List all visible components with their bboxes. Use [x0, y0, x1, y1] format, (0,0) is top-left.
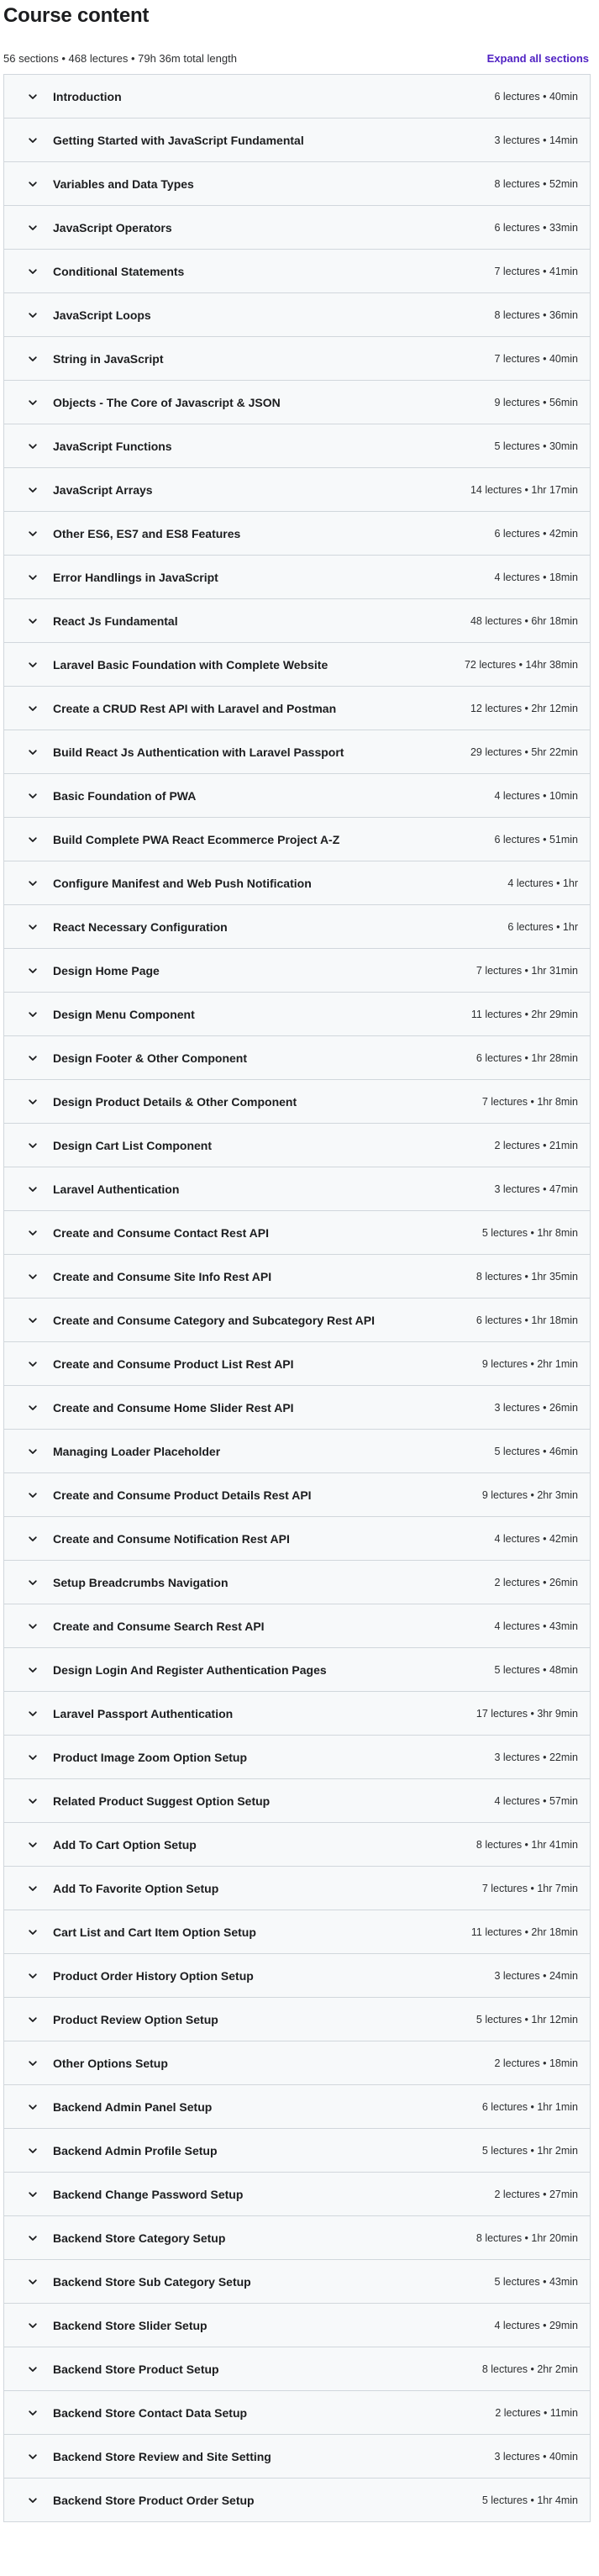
section-title: Add To Cart Option Setup — [53, 1837, 197, 1852]
section-lecture-info: 4 lectures • 1hr — [507, 877, 578, 889]
section-title: Design Menu Component — [53, 1007, 195, 1021]
section-title: Create and Consume Site Info Rest API — [53, 1269, 272, 1283]
chevron-down-icon — [26, 265, 39, 278]
section-lecture-info: 6 lectures • 1hr — [507, 920, 578, 933]
section-lecture-info: 4 lectures • 29min — [494, 2319, 578, 2331]
section-header[interactable] — [4, 468, 590, 512]
section-lecture-info: 3 lectures • 14min — [494, 134, 578, 146]
section-header[interactable] — [4, 2479, 590, 2522]
section-lecture-info: 4 lectures • 42min — [494, 1532, 578, 1545]
section-lecture-info: 2 lectures • 11min — [495, 2406, 578, 2419]
section-header[interactable] — [4, 1430, 590, 1473]
chevron-down-icon — [26, 1707, 39, 1720]
course-summary-row — [3, 47, 592, 69]
section-title: Error Handlings in JavaScript — [53, 570, 218, 584]
section-header[interactable] — [4, 1255, 590, 1299]
section-lecture-info: 5 lectures • 30min — [494, 440, 578, 452]
chevron-down-icon — [26, 1051, 39, 1065]
section-lecture-info: 8 lectures • 36min — [494, 308, 578, 321]
chevron-down-icon — [26, 2100, 39, 2114]
course-summary: 56 sections • 468 lectures • 79h 36m total length — [3, 51, 237, 65]
section-lecture-info: 9 lectures • 56min — [494, 396, 578, 408]
section-header[interactable] — [4, 643, 590, 687]
section-lecture-info: 6 lectures • 51min — [494, 833, 578, 845]
section-header[interactable] — [4, 2347, 590, 2391]
chevron-down-icon — [26, 1270, 39, 1283]
section-lecture-info: 8 lectures • 52min — [494, 177, 578, 190]
section-lecture-info: 2 lectures • 18min — [494, 2057, 578, 2069]
section-header[interactable] — [4, 381, 590, 424]
section-title: Design Product Details & Other Component — [53, 1094, 297, 1109]
section-lecture-info: 14 lectures • 1hr 17min — [470, 483, 578, 496]
section-title: Basic Foundation of PWA — [53, 788, 197, 803]
section-lecture-info: 5 lectures • 1hr 4min — [481, 2494, 578, 2506]
section-lecture-info: 9 lectures • 2hr 1min — [481, 1357, 578, 1370]
section-title: Backend Store Category Setup — [53, 2231, 226, 2245]
section-lecture-info: 4 lectures • 43min — [494, 1620, 578, 1632]
section-header[interactable] — [4, 1124, 590, 1167]
section-title: Create and Consume Contact Rest API — [53, 1225, 269, 1240]
section-title: Backend Store Sub Category Setup — [53, 2274, 251, 2289]
section-lecture-info: 3 lectures • 26min — [494, 1401, 578, 1414]
section-header[interactable] — [4, 1998, 590, 2041]
chevron-down-icon — [26, 2013, 39, 2026]
section-header[interactable] — [4, 1736, 590, 1779]
section-header[interactable] — [4, 119, 590, 162]
section-lecture-info: 72 lectures • 14hr 38min — [464, 658, 578, 671]
chevron-down-icon — [26, 2057, 39, 2070]
chevron-down-icon — [26, 90, 39, 103]
chevron-down-icon — [26, 833, 39, 846]
section-header[interactable] — [4, 818, 590, 861]
section-title: Backend Store Contact Data Setup — [53, 2405, 248, 2420]
section-header[interactable] — [4, 1910, 590, 1954]
section-lecture-info: 8 lectures • 1hr 41min — [476, 1838, 578, 1851]
section-lecture-info: 3 lectures • 47min — [494, 1183, 578, 1195]
section-title: JavaScript Functions — [53, 439, 172, 453]
section-title: Other Options Setup — [53, 2056, 168, 2070]
section-title: Laravel Basic Foundation with Complete Website — [53, 657, 328, 672]
section-title: Backend Admin Panel Setup — [53, 2099, 213, 2114]
chevron-down-icon — [26, 2494, 39, 2507]
chevron-down-icon — [26, 221, 39, 234]
chevron-down-icon — [26, 745, 39, 759]
section-header[interactable] — [4, 687, 590, 730]
section-lecture-info: 11 lectures • 2hr 29min — [470, 1008, 578, 1020]
chevron-down-icon — [26, 134, 39, 147]
section-header[interactable] — [4, 774, 590, 818]
section-lecture-info: 2 lectures • 21min — [494, 1139, 578, 1151]
section-lecture-info: 5 lectures • 43min — [494, 2275, 578, 2288]
section-lecture-info: 5 lectures • 1hr 2min — [481, 2144, 578, 2157]
section-title: Add To Favorite Option Setup — [53, 1881, 219, 1895]
section-lecture-info: 7 lectures • 1hr 31min — [476, 964, 578, 977]
section-title: Design Login And Register Authentication Pages — [53, 1662, 327, 1677]
section-header[interactable] — [4, 1954, 590, 1998]
section-title: Laravel Passport Authentication — [53, 1706, 234, 1720]
section-title: Backend Store Slider Setup — [53, 2318, 208, 2332]
chevron-down-icon — [26, 1226, 39, 1240]
section-header[interactable] — [4, 512, 590, 556]
section-title: React Necessary Configuration — [53, 919, 228, 934]
section-header[interactable] — [4, 75, 590, 119]
chevron-down-icon — [26, 2406, 39, 2420]
section-header[interactable] — [4, 1561, 590, 1604]
section-lecture-info: 7 lectures • 1hr 7min — [481, 1882, 578, 1894]
section-header[interactable] — [4, 337, 590, 381]
section-header[interactable] — [4, 1648, 590, 1692]
section-lecture-info: 6 lectures • 33min — [494, 221, 578, 234]
section-title: JavaScript Operators — [53, 220, 172, 234]
section-title: Build Complete PWA React Ecommerce Project A-Z — [53, 832, 340, 846]
section-lecture-info: 11 lectures • 2hr 18min — [470, 1925, 578, 1938]
section-header[interactable] — [4, 1211, 590, 1255]
section-header[interactable] — [4, 206, 590, 250]
chevron-down-icon — [26, 614, 39, 628]
section-title: String in JavaScript — [53, 351, 164, 366]
chevron-down-icon — [26, 2450, 39, 2463]
chevron-down-icon — [26, 1925, 39, 1939]
chevron-down-icon — [26, 308, 39, 322]
section-header[interactable] — [4, 250, 590, 293]
section-title: Other ES6, ES7 and ES8 Features — [53, 526, 241, 540]
section-header[interactable] — [4, 1386, 590, 1430]
section-lecture-info: 6 lectures • 40min — [494, 90, 578, 103]
section-lecture-info: 8 lectures • 2hr 2min — [481, 2363, 578, 2375]
section-header[interactable] — [4, 1604, 590, 1648]
section-header[interactable] — [4, 599, 590, 643]
chevron-down-icon — [26, 571, 39, 584]
section-header[interactable] — [4, 2435, 590, 2479]
section-title: Design Home Page — [53, 963, 160, 977]
section-title: Product Order History Option Setup — [53, 1968, 254, 1983]
section-header[interactable] — [4, 949, 590, 993]
section-lecture-info: 17 lectures • 3hr 9min — [476, 1707, 578, 1720]
section-lecture-info: 3 lectures • 22min — [494, 1751, 578, 1763]
section-title: Build React Js Authentication with Laravel Passport — [53, 745, 344, 759]
section-title: Related Product Suggest Option Setup — [53, 1794, 271, 1808]
sections-list — [3, 74, 591, 2522]
chevron-down-icon — [26, 1532, 39, 1546]
section-lecture-info: 5 lectures • 1hr 12min — [476, 2013, 578, 2026]
section-title: Backend Change Password Setup — [53, 2187, 244, 2201]
section-lecture-info: 2 lectures • 27min — [494, 2188, 578, 2200]
section-title: Backend Store Product Setup — [53, 2362, 219, 2376]
page-title: Course content — [3, 4, 150, 27]
section-lecture-info: 8 lectures • 1hr 35min — [476, 1270, 578, 1283]
chevron-down-icon — [26, 920, 39, 934]
chevron-down-icon — [26, 789, 39, 803]
section-title: Conditional Statements — [53, 264, 185, 278]
section-header[interactable] — [4, 2041, 590, 2085]
chevron-down-icon — [26, 2188, 39, 2201]
section-header[interactable] — [4, 2216, 590, 2260]
section-header[interactable] — [4, 162, 590, 206]
section-lecture-info: 5 lectures • 1hr 8min — [481, 1226, 578, 1239]
section-lecture-info: 7 lectures • 1hr 8min — [481, 1095, 578, 1108]
chevron-down-icon — [26, 1620, 39, 1633]
section-title: Product Image Zoom Option Setup — [53, 1750, 247, 1764]
chevron-down-icon — [26, 1576, 39, 1589]
chevron-down-icon — [26, 702, 39, 715]
section-title: Configure Manifest and Web Push Notification — [53, 876, 312, 890]
section-header[interactable] — [4, 2173, 590, 2216]
section-lecture-info: 6 lectures • 1hr 18min — [476, 1314, 578, 1326]
section-lecture-info: 6 lectures • 1hr 1min — [481, 2100, 578, 2113]
chevron-down-icon — [26, 877, 39, 890]
chevron-down-icon — [26, 1008, 39, 1021]
section-lecture-info: 12 lectures • 2hr 12min — [470, 702, 578, 714]
chevron-down-icon — [26, 1314, 39, 1327]
section-title: Getting Started with JavaScript Fundamental — [53, 133, 304, 147]
section-title: Managing Loader Placeholder — [53, 1444, 221, 1458]
section-lecture-info: 4 lectures • 18min — [494, 571, 578, 583]
section-title: Create and Consume Home Slider Rest API — [53, 1400, 294, 1414]
chevron-down-icon — [26, 440, 39, 453]
section-title: Create a CRUD Rest API with Laravel and Postman — [53, 701, 337, 715]
chevron-down-icon — [26, 658, 39, 672]
chevron-down-icon — [26, 1751, 39, 1764]
section-lecture-info: 5 lectures • 46min — [494, 1445, 578, 1457]
chevron-down-icon — [26, 1663, 39, 1677]
chevron-down-icon — [26, 1969, 39, 1983]
section-title: Product Review Option Setup — [53, 2012, 218, 2026]
section-lecture-info: 4 lectures • 57min — [494, 1794, 578, 1807]
section-lecture-info: 3 lectures • 24min — [494, 1969, 578, 1982]
chevron-down-icon — [26, 483, 39, 497]
chevron-down-icon — [26, 2231, 39, 2245]
section-header[interactable] — [4, 905, 590, 949]
section-header[interactable] — [4, 1823, 590, 1867]
section-title: Variables and Data Types — [53, 176, 194, 191]
chevron-down-icon — [26, 1401, 39, 1414]
expand-all-sections-button[interactable]: Expand all sections — [486, 51, 589, 65]
section-lecture-info: 3 lectures • 40min — [494, 2450, 578, 2463]
section-title: Setup Breadcrumbs Navigation — [53, 1575, 229, 1589]
section-header[interactable] — [4, 1167, 590, 1211]
section-header[interactable] — [4, 293, 590, 337]
chevron-down-icon — [26, 1139, 39, 1152]
section-lecture-info: 29 lectures • 5hr 22min — [470, 745, 578, 758]
section-lecture-info: 7 lectures • 40min — [494, 352, 578, 365]
section-lecture-info: 48 lectures • 6hr 18min — [470, 614, 578, 627]
section-header[interactable] — [4, 2391, 590, 2435]
section-title: Design Cart List Component — [53, 1138, 213, 1152]
chevron-down-icon — [26, 527, 39, 540]
section-title: Objects - The Core of Javascript & JSON — [53, 395, 281, 409]
section-header[interactable] — [4, 861, 590, 905]
section-header[interactable] — [4, 1473, 590, 1517]
section-lecture-info: 5 lectures • 48min — [494, 1663, 578, 1676]
section-header[interactable] — [4, 1036, 590, 1080]
section-title: Backend Store Product Order Setup — [53, 2493, 255, 2507]
section-title: Create and Consume Search Rest API — [53, 1619, 265, 1633]
section-title: React Js Fundamental — [53, 614, 178, 628]
chevron-down-icon — [26, 964, 39, 977]
section-header[interactable] — [4, 2304, 590, 2347]
section-title: Cart List and Cart Item Option Setup — [53, 1925, 256, 1939]
section-title: JavaScript Arrays — [53, 482, 153, 497]
section-lecture-info: 8 lectures • 1hr 20min — [476, 2231, 578, 2244]
chevron-down-icon — [26, 2144, 39, 2157]
chevron-down-icon — [26, 2319, 39, 2332]
section-title: Create and Consume Product List Rest API — [53, 1356, 294, 1371]
chevron-down-icon — [26, 396, 39, 409]
section-header[interactable] — [4, 556, 590, 599]
section-header[interactable] — [4, 1080, 590, 1124]
chevron-down-icon — [26, 1838, 39, 1852]
section-lecture-info: 6 lectures • 42min — [494, 527, 578, 540]
chevron-down-icon — [26, 1357, 39, 1371]
chevron-down-icon — [26, 1882, 39, 1895]
section-title: Laravel Authentication — [53, 1182, 180, 1196]
chevron-down-icon — [26, 1488, 39, 1502]
chevron-down-icon — [26, 1794, 39, 1808]
section-header[interactable] — [4, 2085, 590, 2129]
section-header[interactable] — [4, 424, 590, 468]
section-lecture-info: 2 lectures • 26min — [494, 1576, 578, 1588]
section-header[interactable] — [4, 1867, 590, 1910]
chevron-down-icon — [26, 1445, 39, 1458]
section-header[interactable] — [4, 993, 590, 1036]
section-title: Create and Consume Product Details Rest API — [53, 1488, 312, 1502]
section-title: Backend Store Review and Site Setting — [53, 2449, 271, 2463]
section-title: Create and Consume Category and Subcategory Rest API — [53, 1313, 376, 1327]
section-lecture-info: 7 lectures • 41min — [494, 265, 578, 277]
chevron-down-icon — [26, 352, 39, 366]
chevron-down-icon — [26, 1183, 39, 1196]
section-title: Introduction — [53, 89, 122, 103]
chevron-down-icon — [26, 2363, 39, 2376]
section-lecture-info: 9 lectures • 2hr 3min — [481, 1488, 578, 1501]
section-header[interactable] — [4, 1299, 590, 1342]
section-header[interactable] — [4, 730, 590, 774]
section-header[interactable] — [4, 2129, 590, 2173]
section-lecture-info: 6 lectures • 1hr 28min — [476, 1051, 578, 1064]
section-lecture-info: 4 lectures • 10min — [494, 789, 578, 802]
section-title: Design Footer & Other Component — [53, 1051, 247, 1065]
chevron-down-icon — [26, 1095, 39, 1109]
section-header[interactable] — [4, 1517, 590, 1561]
section-header[interactable] — [4, 1779, 590, 1823]
chevron-down-icon — [26, 177, 39, 191]
section-header[interactable] — [4, 2260, 590, 2304]
section-header[interactable] — [4, 1692, 590, 1736]
chevron-down-icon — [26, 2275, 39, 2289]
section-header[interactable] — [4, 1342, 590, 1386]
section-title: Create and Consume Notification Rest API — [53, 1531, 290, 1546]
section-title: JavaScript Loops — [53, 308, 151, 322]
section-title: Backend Admin Profile Setup — [53, 2143, 218, 2157]
